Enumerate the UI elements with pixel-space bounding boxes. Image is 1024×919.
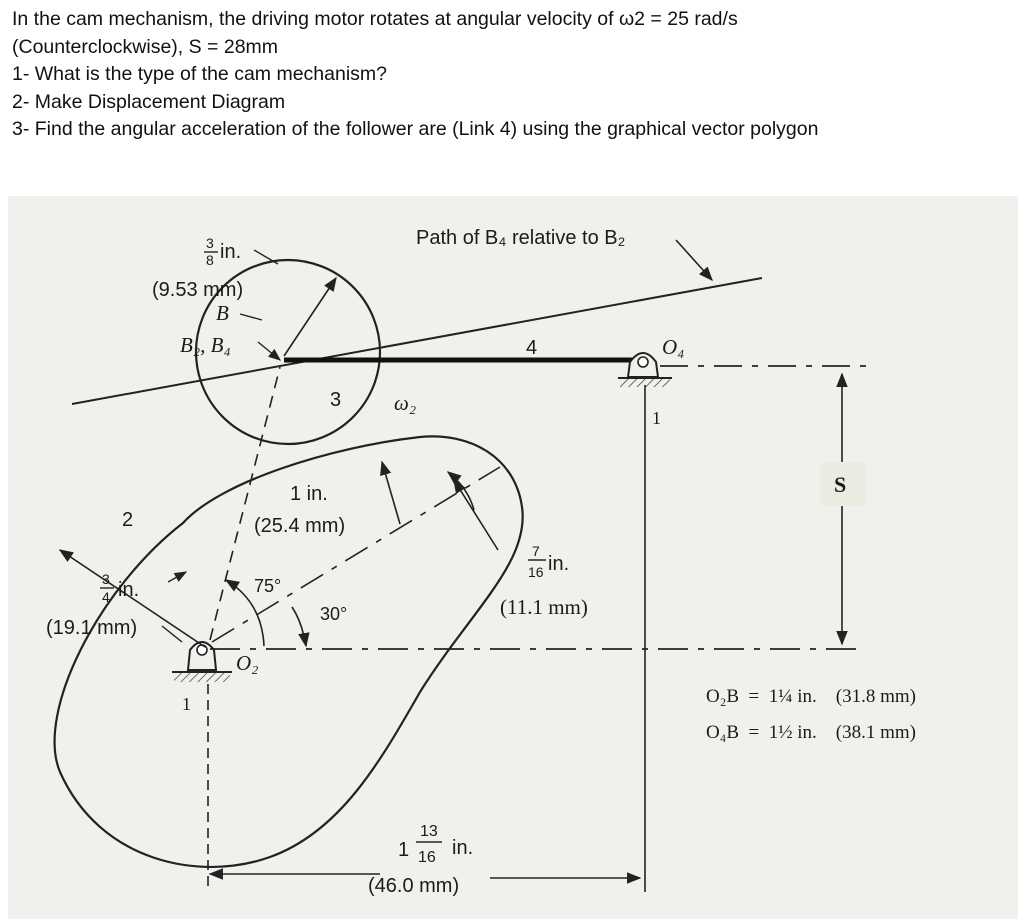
nose-radius-frac-den: 16 (528, 564, 544, 580)
center-distance-frac-unit: in. (452, 837, 474, 859)
ground-o2-label: 1 (182, 694, 191, 714)
question-text (12, 6, 1012, 144)
question-line-1: In the cam mechanism, the driving motor rotates at angular velocity of ω2 = 25 rad/s (12, 8, 738, 30)
link-4-label: 4 (526, 337, 538, 359)
roller-radius-frac-num: 3 (206, 235, 214, 251)
point-b2-b4-label: B₂, B₄ (180, 333, 231, 357)
center-distance-frac-num: 13 (420, 823, 438, 840)
question-line-3: 1- What is the type of the cam mechanism? (12, 63, 387, 85)
nose-radius-frac-num: 7 (532, 543, 540, 559)
nose-radius-frac-unit: in. (548, 553, 570, 575)
question-line-2: (Counterclockwise), S = 28mm (12, 35, 279, 58)
path-label: Path of B₄ relative to B₂ (416, 227, 626, 249)
base-radius-frac-den: 4 (102, 589, 110, 605)
base-radius-frac-num: 3 (102, 571, 110, 587)
point-b-label: B (216, 301, 229, 325)
center-distance-frac-den: 16 (418, 849, 436, 866)
cam-mechanism-figure (0, 192, 1024, 919)
one-inch-label: 1 in. (290, 483, 328, 505)
center-distance-mm: (46.0 mm) (368, 875, 460, 897)
o2b-dimension: O₂B = 1¼ in. (31.8 mm) (706, 686, 916, 707)
nose-radius-mm: (11.1 mm) (500, 595, 588, 619)
cam-diagram (0, 192, 1024, 919)
roller-radius-mm: (9.53 mm) (152, 279, 244, 301)
base-radius-mm: (19.1 mm) (46, 617, 138, 639)
s-label: S (834, 472, 847, 497)
center-distance-whole: 1 (398, 839, 410, 861)
base-radius-frac-unit: in. (118, 579, 140, 601)
angle-30-label: 30° (320, 604, 348, 624)
o4-label: O₄ (662, 335, 685, 359)
question-line-4: 2- Make Displacement Diagram (12, 90, 286, 113)
o4b-dimension: O₄B = 1½ in. (38.1 mm) (706, 722, 916, 743)
roller-radius-frac-den: 8 (206, 252, 214, 268)
one-inch-mm-label: (25.4 mm) (254, 515, 346, 537)
question-line-5: 3- Find the angular acceleration of the follower are (Link 4) using the graphical vector polygon (12, 118, 819, 140)
angle-75-label: 75° (254, 576, 282, 596)
omega-label: ω₂ (394, 391, 417, 415)
ground-o4-label: 1 (652, 408, 661, 428)
link-2-label: 2 (122, 509, 134, 531)
link-3-label: 3 (330, 389, 342, 411)
o2-label: O₂ (236, 651, 259, 675)
roller-radius-frac-unit: in. (220, 241, 242, 263)
